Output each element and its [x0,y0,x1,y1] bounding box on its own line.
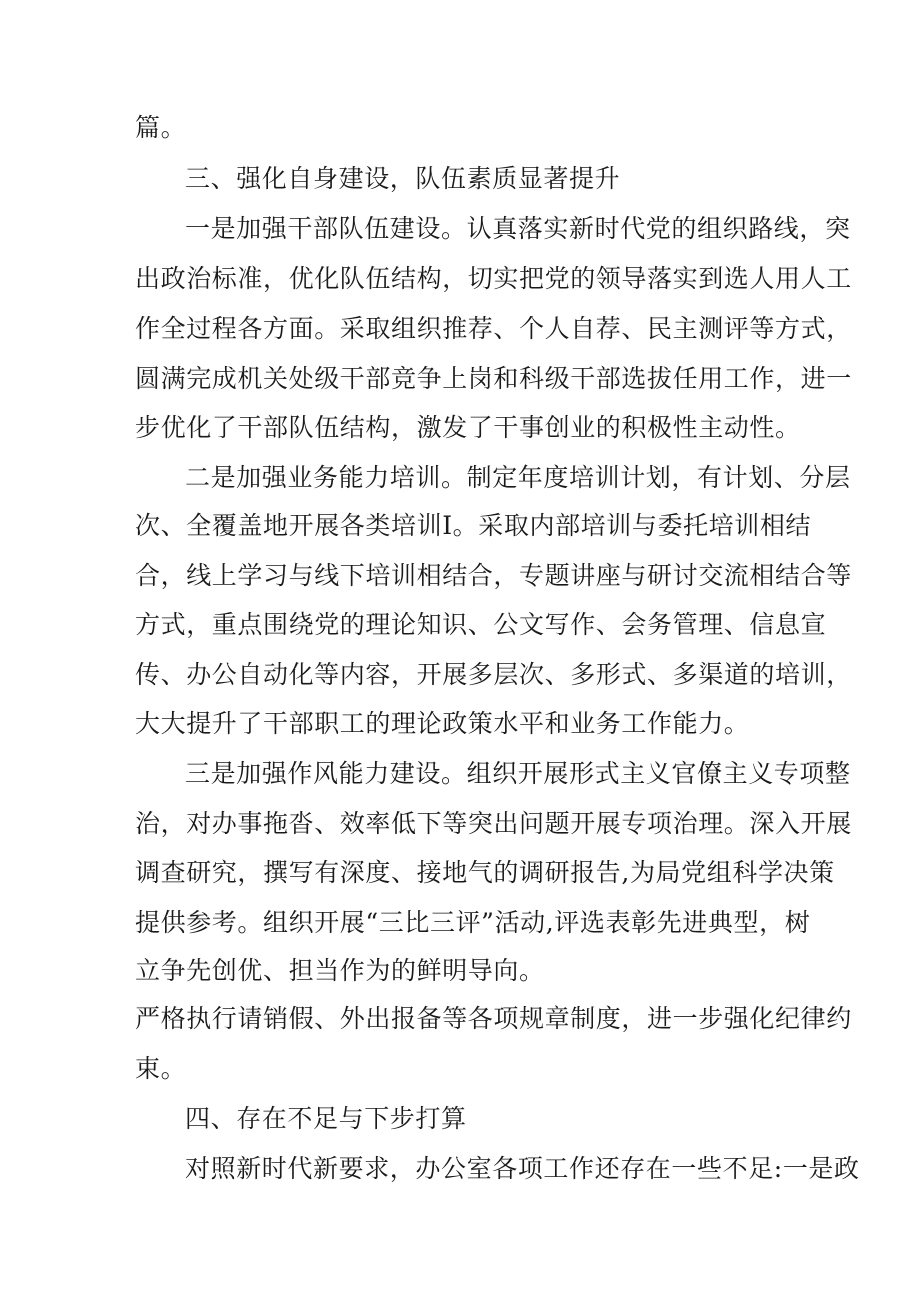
paragraph-3-line-2: 治，对办事拖沓、效率低下等突出问题开展专项治理。深入开展 [135,809,852,838]
section-heading-3: 三、强化自身建设，队伍素质显著提升 [185,164,621,193]
paragraph-3-line-4: 提供参考。组织开展“三比三评”活动,评选表彰先进典型，树 [135,908,811,937]
paragraph-2-line-6: 大大提升了干部职工的理论政策水平和业务工作能力。 [135,709,750,738]
paragraph-3-line-1: 三是加强作风能力建设。组织开展形式主义官僚主义专项整 [185,759,851,788]
paragraph-1-line-4: 圆满完成机关处级干部竞争上岗和科级干部选拔任用工作，进一 [135,364,852,393]
text-line-continuation: 篇。 [135,113,187,142]
paragraph-4-line-1: 严格执行请销假、外出报备等各项规章制度，进一步强化纪律约 [135,1004,852,1033]
paragraph-1-line-2: 出政治标准，优化队伍结构，切实把党的领导落实到选人用人工 [135,264,852,293]
paragraph-1-line-5: 步优化了干部队伍结构，激发了干事创业的积极性主动性。 [135,413,801,442]
paragraph-1-line-3: 作全过程各方面。采取组织推荐、个人自荐、民主测评等方式， [135,314,852,343]
paragraph-2-line-2: 次、全覆盖地开展各类培训I。采取内部培训与委托培训相结 [135,511,812,540]
section-heading-4: 四、存在不足与下步打算 [185,1104,467,1133]
paragraph-2-line-1: 二是加强业务能力培训。制定年度培训计划，有计划、分层 [185,463,851,492]
paragraph-1-line-1: 一是加强干部队伍建设。认真落实新时代党的组织路线，突 [185,214,851,243]
paragraph-4-line-2: 束。 [135,1054,187,1083]
paragraph-3-line-3: 调查研究，撰写有深度、接地气的调研报告,为局党组科学决策 [135,858,835,887]
paragraph-2-line-4: 方式，重点围绕党的理论知识、公文写作、会务管理、信息宣 [135,610,827,639]
paragraph-2-line-5: 传、办公自动化等内容，开展多层次、多形式、多渠道的培训， [135,660,852,689]
paragraph-5-line-1: 对照新时代新要求，办公室各项工作还存在一些不足:一是政 [185,1154,860,1183]
paragraph-3-line-5: 立争先创优、担当作为的鲜明导向。 [135,956,545,985]
paragraph-2-line-3: 合，线上学习与线下培训相结合，专题讲座与研讨交流相结合等 [135,561,852,590]
